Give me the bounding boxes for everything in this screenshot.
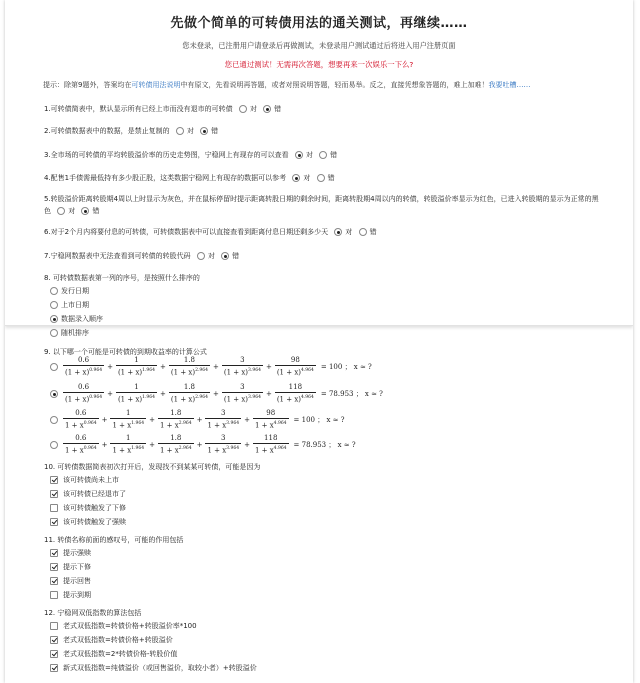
formula-rhs: = 100 ； x ≈ ?	[293, 415, 345, 424]
fraction-numerator: 118	[275, 383, 316, 393]
q12-option-label: 老式双低指数=转债价格+转股溢价率*100	[63, 622, 197, 630]
question-7	[44, 251, 239, 261]
plus-sign: +	[101, 415, 108, 424]
tip-prefix: 提示：除第9题外，答案均在	[43, 81, 132, 89]
login-notice: 您未登录，已注册用户请登录后再做测试，未登录用户测试通过后将进入用户注册页面	[182, 41, 456, 50]
fraction-numerator: 118	[253, 434, 289, 444]
q11-checkbox[interactable]	[50, 577, 58, 585]
denominator-base: (1 + x)	[276, 368, 301, 377]
fraction-numerator: 1.8	[169, 356, 210, 366]
question-8: 8. 可转债数据表第一列的序号，是按照什么排序的	[44, 274, 200, 282]
page-title: 先做个简单的可转债用法的通关测试，再继续……	[170, 16, 468, 31]
q8-option-label: 数据录入顺序	[61, 315, 103, 323]
fraction-numerator: 1	[110, 434, 146, 444]
q9-option-radio[interactable]	[50, 416, 58, 424]
q8-option-label: 发行日期	[61, 287, 89, 295]
question-9: 9. 以下哪一个可能是可转债的到期收益率的计算公式	[44, 348, 207, 356]
plus-sign: +	[149, 415, 155, 424]
wrong-label: 错	[330, 151, 338, 159]
fraction	[169, 383, 210, 404]
wrong-label: 错	[211, 127, 219, 135]
question-1	[44, 104, 281, 114]
fraction-numerator: 3	[222, 383, 263, 393]
question-10: 10. 可转债数据简表初次打开后，发现找不到某某可转债，可能是因为	[44, 463, 261, 471]
fraction-denominator	[63, 366, 104, 377]
q10-option-label: 该可转债触发了下修	[63, 504, 126, 512]
exponent: 3.964	[226, 421, 240, 426]
q8-option	[50, 314, 103, 324]
q10-option-label: 该可转债已经退市了	[63, 490, 126, 498]
answer-wrong-radio[interactable]	[319, 151, 327, 159]
q10-checkbox[interactable]	[50, 490, 58, 498]
exponent: 1.964	[142, 395, 156, 400]
q12-option	[50, 635, 173, 645]
fraction-numerator: 1	[116, 356, 157, 366]
exponent: 2.964	[195, 368, 208, 373]
fraction-denominator	[205, 444, 241, 455]
fraction-denominator	[169, 366, 210, 377]
answer-right-radio[interactable]	[57, 207, 65, 215]
exponent: 0.964	[83, 421, 97, 426]
fraction-denominator	[63, 419, 99, 430]
exponent: 0.964	[83, 446, 97, 451]
denominator-base: (1 + x)	[117, 395, 143, 404]
question-text: 1.可转债简表中，默认显示所有已经上市而没有退市的可转债	[44, 105, 233, 113]
fraction-numerator: 0.6	[63, 434, 99, 444]
fraction-denominator	[116, 393, 157, 404]
manual-link[interactable]: 可转债用法说明	[131, 81, 181, 89]
exponent: 1.964	[131, 421, 145, 426]
q10-option	[50, 503, 126, 513]
q12-option	[50, 649, 177, 659]
denominator-base: (1 + x)	[170, 368, 196, 377]
question-5	[44, 193, 604, 217]
fraction-numerator: 1.8	[158, 409, 194, 419]
fraction-denominator	[253, 419, 289, 430]
q12-option	[50, 663, 257, 673]
fraction	[205, 434, 241, 455]
fraction	[63, 356, 104, 377]
q12-option-label: 新式双低指数=纯债溢价（或回售溢价，取较小者）+转股溢价	[63, 664, 257, 672]
question-text: 6.对于2个月内将要付息的可转债，可转债数据表中可以直接查看到距离付息日期还剩多少天	[44, 228, 329, 236]
fraction-numerator: 0.6	[63, 356, 104, 366]
q11-option-label: 提示到期	[63, 591, 91, 599]
plus-sign: +	[196, 440, 203, 449]
wrong-label: 错	[274, 105, 282, 113]
fraction-numerator: 1	[110, 409, 146, 419]
fraction-numerator: 0.6	[63, 383, 104, 393]
q10-option-label: 该可转债触发了强赎	[63, 518, 126, 526]
exponent: 2.964	[178, 421, 192, 426]
q12-checkbox[interactable]	[50, 636, 58, 644]
fraction-denominator	[110, 419, 146, 430]
q11-option-label: 提示下修	[63, 563, 91, 571]
plus-sign: +	[244, 415, 250, 424]
denominator-base: 1 + x	[207, 421, 227, 430]
fraction-denominator	[222, 366, 263, 377]
q8-option-radio[interactable]	[50, 287, 58, 295]
fraction-numerator: 98	[253, 409, 289, 419]
q11-checkbox[interactable]	[50, 591, 58, 599]
right-label: 对	[207, 252, 215, 260]
plus-sign: +	[265, 362, 272, 371]
denominator-base: (1 + x)	[65, 395, 90, 404]
fraction	[63, 434, 99, 455]
fraction	[275, 356, 316, 377]
fraction-denominator	[222, 393, 263, 404]
question-6	[44, 227, 377, 237]
q10-option	[50, 489, 126, 499]
fraction	[275, 383, 316, 404]
q8-option-label: 随机排序	[61, 329, 89, 337]
answer-wrong-radio[interactable]	[263, 105, 271, 113]
denominator-base: 1 + x	[65, 446, 84, 455]
q11-option	[50, 548, 91, 558]
fraction-denominator	[63, 393, 104, 404]
quiz-page	[5, 0, 633, 683]
q11-option	[50, 562, 91, 572]
fraction	[169, 356, 210, 377]
exponent: 1.964	[142, 368, 156, 373]
q12-checkbox[interactable]	[50, 664, 58, 672]
exponent: 4.964	[301, 395, 314, 400]
q11-checkbox[interactable]	[50, 563, 58, 571]
fraction-denominator	[275, 366, 316, 377]
q9-option	[50, 434, 356, 455]
q12-option	[50, 621, 197, 631]
wrong-label: 错	[92, 207, 100, 215]
answer-right-radio[interactable]	[239, 105, 247, 113]
plus-sign: +	[212, 362, 219, 371]
exponent: 4.964	[301, 368, 314, 373]
fraction-denominator	[169, 393, 210, 404]
fraction-denominator	[275, 393, 316, 404]
tip-middle: 中有原文，先看说明再答题，或者对照说明答题，轻而易举。反之，直接凭想象答题的，难上加难！	[180, 81, 489, 89]
formula-rhs: = 100 ； x ≈ ?	[320, 362, 372, 371]
right-label: 对	[345, 228, 353, 236]
q12-option-label: 老式双低指数=转债价格+转股溢价	[63, 636, 173, 644]
denominator-base: (1 + x)	[117, 368, 143, 377]
fraction-numerator: 3	[205, 434, 241, 444]
answer-wrong-radio[interactable]	[317, 174, 325, 182]
fraction	[116, 383, 157, 404]
question-text: 2.可转债数据表中的数据，是禁止复制的	[44, 127, 170, 135]
denominator-base: 1 + x	[254, 446, 274, 455]
right-label: 对	[305, 151, 313, 159]
question-2	[44, 126, 218, 136]
fraction	[222, 356, 263, 377]
fraction-numerator: 1.8	[158, 434, 194, 444]
plus-sign: +	[160, 362, 166, 371]
exponent: 3.964	[248, 395, 261, 400]
denominator-base: 1 + x	[112, 446, 132, 455]
wrong-label: 错	[327, 174, 335, 182]
exponent: 2.964	[195, 395, 208, 400]
exponent: 0.964	[89, 395, 103, 400]
denominator-base: 1 + x	[254, 421, 274, 430]
q9-option	[50, 356, 372, 377]
fraction	[158, 434, 194, 455]
q11-option	[50, 576, 91, 586]
denominator-base: 1 + x	[65, 421, 84, 430]
fraction	[116, 356, 157, 377]
denominator-base: (1 + x)	[170, 395, 196, 404]
plus-sign: +	[196, 415, 203, 424]
q10-checkbox[interactable]	[50, 518, 58, 526]
right-label: 对	[68, 207, 76, 215]
fraction	[110, 409, 146, 430]
q11-option-label: 提示回售	[63, 577, 91, 585]
q11-checkbox[interactable]	[50, 549, 58, 557]
answer-right-radio[interactable]	[197, 252, 205, 260]
tip-text	[43, 80, 603, 90]
exponent: 2.964	[178, 446, 192, 451]
q11-option	[50, 590, 91, 600]
fraction	[63, 409, 99, 430]
fraction-numerator: 1	[116, 383, 157, 393]
wrong-label: 错	[369, 228, 377, 236]
exponent: 3.964	[226, 446, 240, 451]
q8-option-radio[interactable]	[50, 301, 58, 309]
fraction	[110, 434, 146, 455]
answer-right-radio[interactable]	[176, 127, 184, 135]
answer-wrong-radio[interactable]	[359, 228, 367, 236]
answer-wrong-radio[interactable]	[200, 127, 208, 135]
q8-option	[50, 286, 89, 296]
fraction	[253, 434, 289, 455]
fraction-denominator	[253, 444, 289, 455]
plus-sign: +	[265, 389, 272, 398]
exponent: 3.964	[248, 368, 261, 373]
complaint-link[interactable]: 我要吐槽……	[488, 81, 531, 89]
question-11: 11. 转债名称前面的感叹号，可能的作用包括	[44, 536, 184, 544]
fraction-numerator: 3	[205, 409, 241, 419]
q10-checkbox[interactable]	[50, 476, 58, 484]
q8-option	[50, 328, 89, 338]
wrong-label: 错	[232, 252, 240, 260]
plus-sign: +	[107, 362, 113, 371]
exponent: 1.964	[131, 446, 145, 451]
answer-wrong-radio[interactable]	[81, 207, 89, 215]
fraction-denominator	[63, 444, 99, 455]
question-3	[44, 150, 337, 160]
q8-option-label: 上市日期	[61, 301, 89, 309]
fraction	[158, 409, 194, 430]
answer-right-radio[interactable]	[295, 151, 303, 159]
fraction	[205, 409, 241, 430]
q8-option-radio[interactable]	[50, 329, 58, 337]
q12-checkbox[interactable]	[50, 650, 58, 658]
denominator-base: (1 + x)	[276, 395, 301, 404]
denominator-base: (1 + x)	[223, 395, 249, 404]
plus-sign: +	[101, 440, 108, 449]
q12-checkbox[interactable]	[50, 622, 58, 630]
plus-sign: +	[244, 440, 250, 449]
passed-warning: 您已通过测试！无需再次答题，想要再来一次娱乐一下么?	[224, 60, 414, 69]
exponent: 4.964	[273, 446, 287, 451]
exponent: 0.964	[89, 368, 103, 373]
q8-option	[50, 300, 89, 310]
denominator-base: 1 + x	[112, 421, 132, 430]
denominator-base: (1 + x)	[65, 368, 90, 377]
fraction-denominator	[205, 419, 241, 430]
fraction-denominator	[110, 444, 146, 455]
formula-rhs: = 78.953 ； x ≈ ?	[293, 440, 356, 449]
right-label: 对	[249, 105, 257, 113]
fraction-numerator: 3	[222, 356, 263, 366]
plus-sign: +	[107, 389, 113, 398]
plus-sign: +	[212, 389, 219, 398]
fraction-numerator: 0.6	[63, 409, 99, 419]
q12-option-label: 老式双低指数=2*转债价格-转股价值	[63, 650, 178, 658]
q9-option-radio[interactable]	[50, 390, 58, 398]
q9-option-radio[interactable]	[50, 363, 58, 371]
q11-option-label: 提示强赎	[63, 549, 91, 557]
right-label: 对	[303, 174, 311, 182]
q10-option	[50, 475, 119, 485]
fraction	[253, 409, 289, 430]
fraction	[222, 383, 263, 404]
q9-option	[50, 383, 383, 404]
exponent: 4.964	[273, 421, 287, 426]
q10-checkbox[interactable]	[50, 504, 58, 512]
denominator-base: (1 + x)	[223, 368, 249, 377]
q10-option-label: 该可转债尚未上市	[63, 476, 119, 484]
question-text: 4.配售1手债需最低持有多少股正股，这类数据宁稳网上有现存的数据可以参考	[44, 174, 287, 182]
question-12: 12. 宁稳网双低指数的算法包括	[44, 609, 142, 617]
denominator-base: 1 + x	[159, 421, 179, 430]
q8-option-radio[interactable]	[50, 315, 58, 323]
fraction-denominator	[158, 419, 194, 430]
formula-rhs: = 78.953 ； x ≈ ?	[320, 389, 383, 398]
fraction-denominator	[116, 366, 157, 377]
question-4	[44, 173, 335, 183]
answer-wrong-radio[interactable]	[221, 252, 229, 260]
answer-right-radio[interactable]	[292, 174, 300, 182]
denominator-base: 1 + x	[159, 446, 179, 455]
denominator-base: 1 + x	[207, 446, 227, 455]
q10-option	[50, 517, 126, 527]
fraction-numerator: 1.8	[169, 383, 210, 393]
right-label: 对	[186, 127, 194, 135]
question-text: 5.转股溢价距离转股期4周以上时显示为灰色，并在鼠标停留时提示距离转股日期的剩余时间，距离转股期4周以内的转债，转股溢价率显示为红色，已进入转股期的显示为正常的黑色	[44, 195, 599, 215]
question-text: 7.宁稳网数据表中无法查看到可转债的转股代码	[44, 252, 191, 260]
plus-sign: +	[149, 440, 155, 449]
fraction	[63, 383, 104, 404]
plus-sign: +	[160, 389, 166, 398]
question-text: 3.全市场的可转债的平均转股溢价率的历史走势图，宁稳网上有现存的可以查看	[44, 151, 289, 159]
q9-option	[50, 409, 344, 430]
fraction-denominator	[158, 444, 194, 455]
answer-right-radio[interactable]	[334, 228, 342, 236]
fraction-numerator: 98	[275, 356, 316, 366]
q9-option-radio[interactable]	[50, 441, 58, 449]
